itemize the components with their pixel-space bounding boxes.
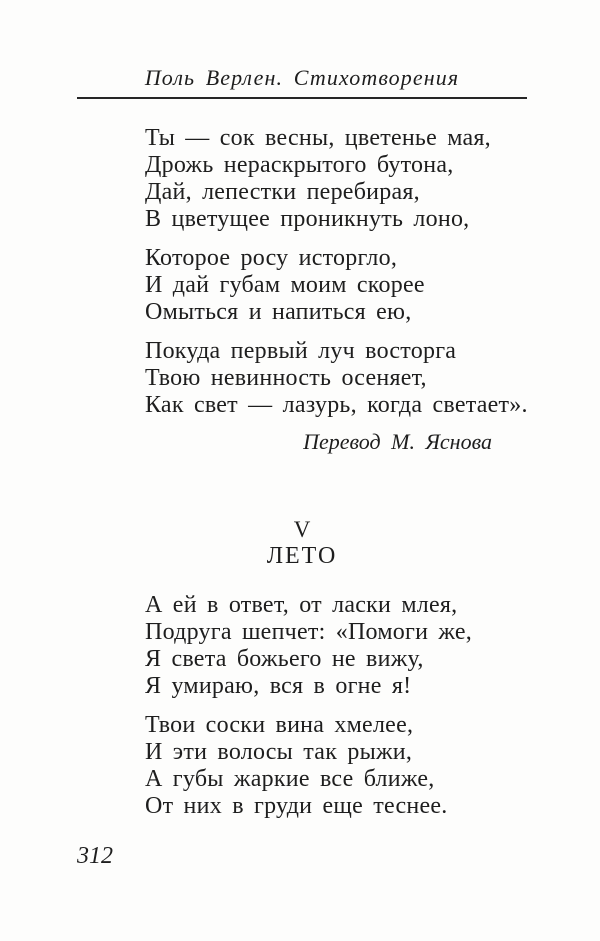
poem-line: Я умираю, вся в огне я!: [145, 673, 412, 699]
poem-heading: [77, 517, 527, 570]
poem-line: Твою невинность осеняет,: [145, 365, 427, 391]
header-rule: [77, 97, 527, 99]
page-number: 312: [77, 843, 113, 869]
poem-line: Твои соски вина хмелее,: [145, 712, 414, 738]
stanza: [145, 338, 600, 419]
poem-line: И эти волосы так рыжи,: [145, 739, 413, 765]
poem-line: Я света божьего не вижу,: [145, 646, 424, 672]
poem-line: В цветущее проникнуть лоно,: [145, 206, 470, 232]
running-head: [77, 66, 527, 99]
poem-line: От них в груди еще теснее.: [145, 793, 448, 819]
poem-line: Дрожь нераскрытого бутона,: [145, 152, 454, 178]
poem-line: А ей в ответ, от ласки млея,: [145, 592, 458, 618]
poem-line: Которое росу исторгло,: [145, 245, 398, 271]
stanza: [145, 125, 600, 233]
poem-line: Ты — сок весны, цветенье мая,: [145, 125, 491, 151]
stanza: [145, 592, 600, 700]
poem-line: Как свет — лазурь, когда светает».: [145, 392, 528, 418]
stanza: [145, 712, 600, 820]
poem-line: И дай губам моим скорее: [145, 272, 425, 298]
poem-line: Покуда первый луч восторга: [145, 338, 457, 364]
poem-title: ЛЕТО: [266, 543, 338, 569]
running-head-title: Поль Верлен. Стихотворения: [144, 65, 460, 90]
page-body: [0, 125, 600, 820]
poem-number: V: [293, 517, 311, 542]
poem-line: А губы жаркие все ближе,: [145, 766, 435, 792]
stanza: [145, 245, 600, 326]
page-footer: [0, 843, 600, 870]
poem-line: Подруга шепчет: «Помоги же,: [145, 619, 473, 645]
poem-summer: [145, 592, 600, 820]
poem-line: Омыться и напиться ею,: [145, 299, 412, 325]
translator-attribution: Перевод М. Яснова: [303, 429, 492, 454]
poem-line: Дай, лепестки перебирая,: [145, 179, 420, 205]
poem-ending: [145, 125, 600, 419]
